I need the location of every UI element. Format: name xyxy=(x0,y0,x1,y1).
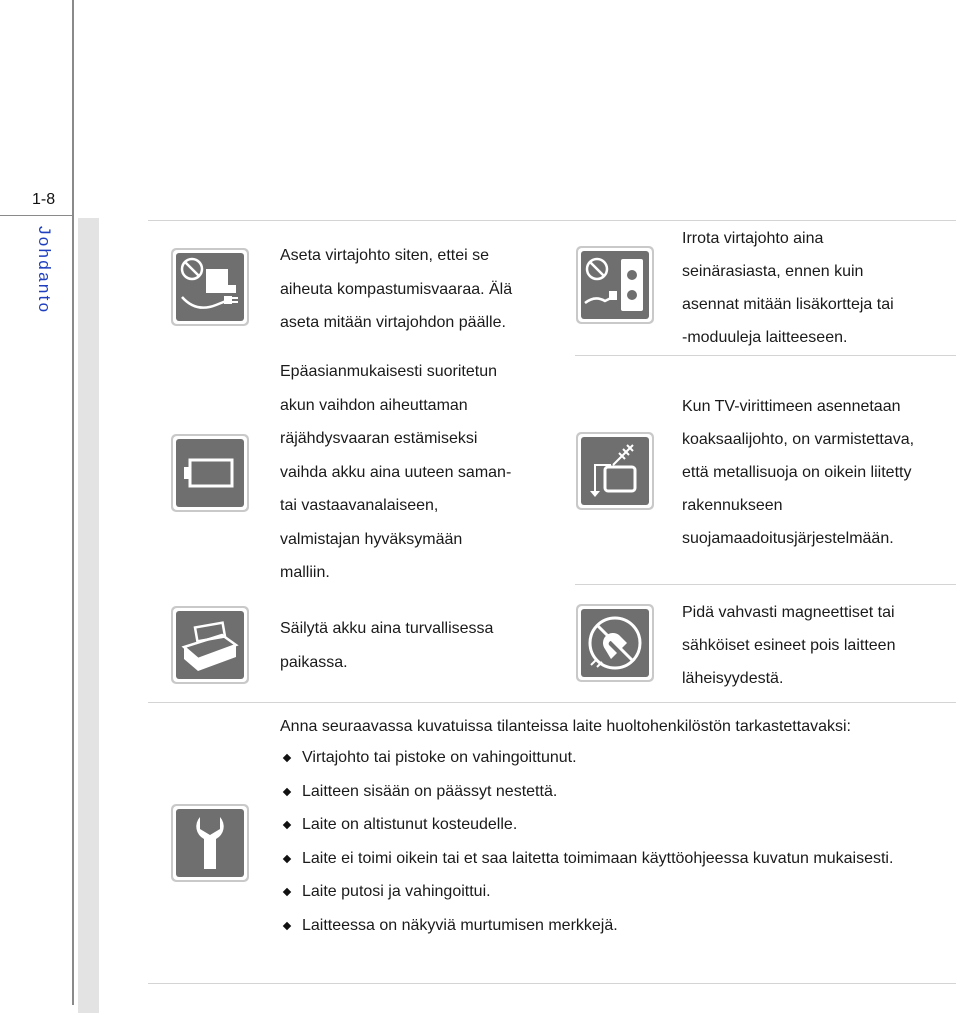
list-item: Laite ei toimi oikein tai et saa laitetta toimimaan käyttöohjeessa kuvatun mukaisesti. xyxy=(280,842,912,876)
list-item: Laite putosi ja vahingoittui. xyxy=(280,875,940,909)
separator-top xyxy=(148,220,956,221)
text-line: koaksaalijohto, on varmistettava, xyxy=(682,431,915,448)
power-cord-step-prohibited-icon xyxy=(171,248,249,326)
text-line: malliin. xyxy=(280,564,330,581)
text-line: tai vastaavanalaiseen, xyxy=(280,497,439,514)
page-number: 1-8 xyxy=(32,191,56,208)
text-line: Kun TV-virittimeen asennetaan xyxy=(682,398,901,415)
section1-right-text xyxy=(682,222,952,354)
chapter-tab-label: Johdanto xyxy=(35,226,54,315)
list-item: Laitteen sisään on päässyt nestettä. xyxy=(280,775,940,809)
text-line: Irrota virtajohto aina xyxy=(682,230,824,247)
battery-storage-box-icon xyxy=(171,606,249,684)
section2-left-text xyxy=(280,355,570,590)
text-line: aiheuta kompastumisvaaraa. Älä xyxy=(280,280,513,298)
separator-right-2 xyxy=(575,584,956,585)
text-line: Aseta virtajohto siten, ettei se xyxy=(280,247,489,264)
unplug-before-install-icon xyxy=(576,246,654,324)
separator-bottom xyxy=(148,983,956,984)
separator-right-1 xyxy=(575,355,956,356)
text-line: valmistajan hyväksymään xyxy=(280,530,463,548)
list-item: Virtajohto tai pistoke on vahingoittunut. xyxy=(280,741,940,775)
text-line: Pidä vahvasti magneettiset tai xyxy=(682,604,895,621)
text-line: rakennukseen xyxy=(682,497,783,514)
section3-right-text xyxy=(682,596,957,695)
section2-right-text xyxy=(682,390,957,555)
text-line: läheisyydestä. xyxy=(682,670,784,687)
text-line: että metallisuoja on oikein liitetty xyxy=(682,464,912,481)
no-magnet-icon xyxy=(576,604,654,682)
side-gray-bar xyxy=(78,218,99,1013)
service-intro: Anna seuraavassa kuvatuissa tilanteissa laite huoltohenkilöstön tarkastettavaksi: xyxy=(280,718,851,735)
text-line: Säilytä akku aina turvallisessa xyxy=(280,620,494,637)
text-line: Epäasianmukaisesti suoritetun xyxy=(280,363,498,380)
section1-left-text xyxy=(280,239,560,340)
text-line: -moduuleja laitteeseen. xyxy=(682,329,848,346)
section3-left-text xyxy=(280,612,560,679)
text-line: sähköiset esineet pois laitteen xyxy=(682,637,896,654)
text-line: aseta mitään virtajohdon päälle. xyxy=(280,314,506,331)
battery-icon xyxy=(171,434,249,512)
text-line: seinärasiasta, ennen kuin xyxy=(682,263,864,280)
text-line: paikassa. xyxy=(280,653,348,671)
page-number-rule xyxy=(0,215,74,216)
text-line: asennat mitään lisäkortteja tai xyxy=(682,296,894,313)
list-item: Laite on altistunut kosteudelle. xyxy=(280,808,940,842)
tv-antenna-ground-icon xyxy=(576,432,654,510)
wrench-icon xyxy=(171,804,249,882)
text-line: räjähdysvaaran estämiseksi xyxy=(280,430,478,447)
separator-service xyxy=(148,702,956,703)
service-list xyxy=(280,741,940,942)
text-line: akun vaihdon aiheuttaman xyxy=(280,396,468,414)
text-line: vaihda akku aina uuteen saman- xyxy=(280,463,512,481)
text-line: suojamaadoitusjärjestelmään. xyxy=(682,530,894,547)
margin-rule xyxy=(72,0,74,1005)
list-item: Laitteessa on näkyviä murtumisen merkkejä. xyxy=(280,909,940,943)
chapter-tab xyxy=(34,226,54,336)
